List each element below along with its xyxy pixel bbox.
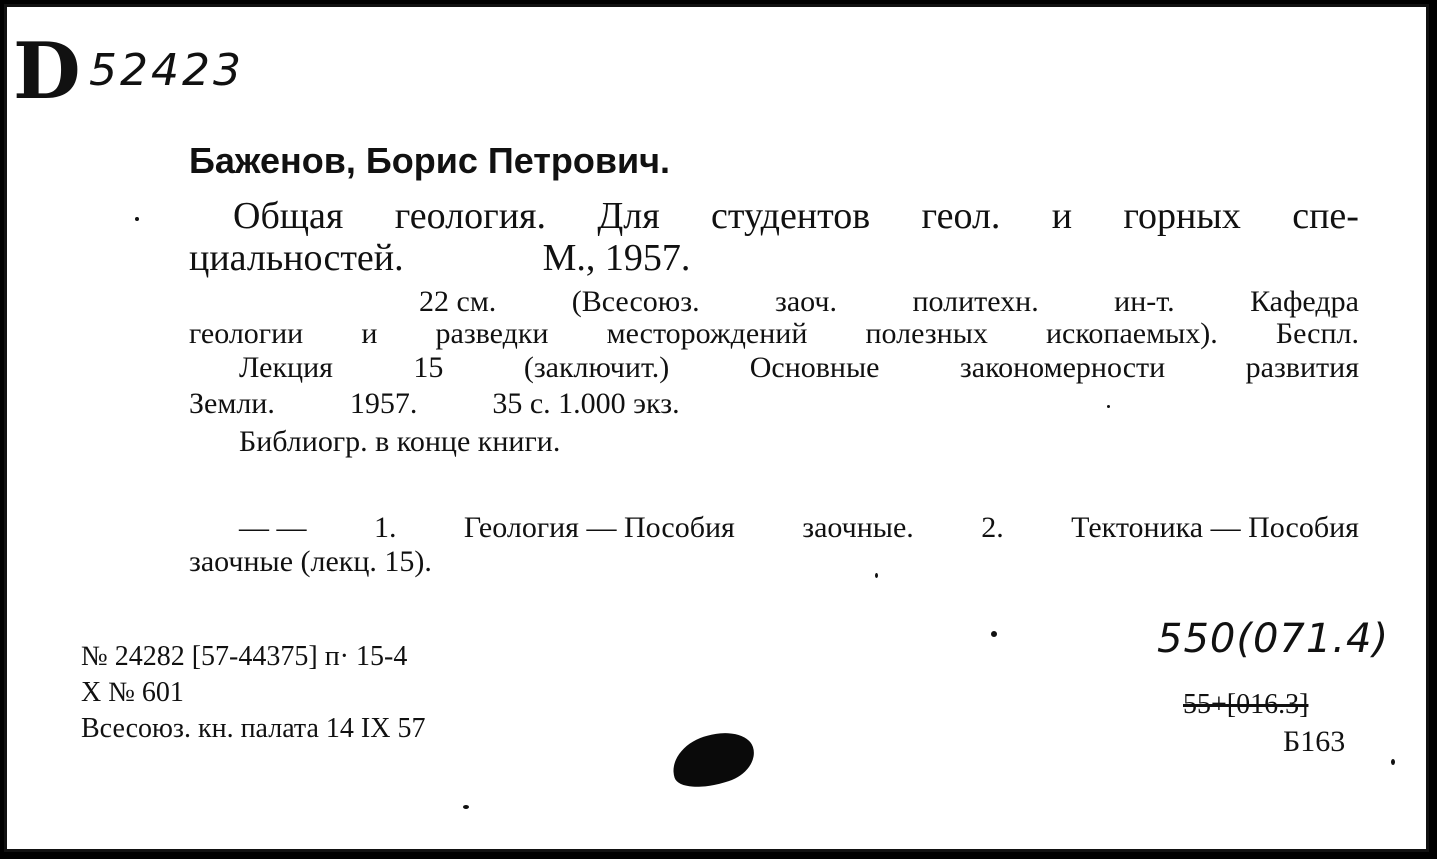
shelf-mark: Б163 xyxy=(1283,725,1346,758)
ink-speck xyxy=(463,805,469,809)
desc-word: Основные xyxy=(749,351,880,384)
desc-word: ископаемых). xyxy=(1045,317,1218,350)
description-line-2 xyxy=(189,319,1359,349)
handwritten-classification: 550(071.4) xyxy=(1157,616,1390,662)
subject-part: Геология — Пособия xyxy=(463,511,735,544)
desc-word: месторождений xyxy=(606,317,808,350)
desc-word: геологии xyxy=(189,317,304,350)
desc-word: Беспл. xyxy=(1275,317,1359,350)
stamp-letter: D xyxy=(13,26,79,117)
title-word: геол. xyxy=(921,195,1001,237)
desc-word: политехн. xyxy=(912,285,1039,318)
title-line-2 xyxy=(189,239,690,277)
title-word: геология. xyxy=(394,195,547,237)
desc-pages-copies: 35 с. 1.000 экз. xyxy=(492,387,680,420)
desc-word: ин-т. xyxy=(1114,285,1175,318)
title-word: и xyxy=(1051,195,1073,237)
desc-word: Земли. xyxy=(189,387,275,420)
title-word: горных xyxy=(1123,195,1241,237)
ink-speck xyxy=(875,573,878,578)
title-continuation: циальностей. xyxy=(189,237,404,279)
subject-part: 1. xyxy=(373,511,397,544)
desc-word: Кафедра xyxy=(1250,285,1359,318)
desc-year: 1957. xyxy=(349,387,418,420)
chamber-imprint: Всесоюз. кн. палата 14 IX 57 xyxy=(81,713,426,744)
subject-part: Тектоника — Пособия xyxy=(1071,511,1359,544)
desc-word: 15 xyxy=(413,351,444,384)
subjects-line-2: заочные (лекц. 15). xyxy=(189,545,432,578)
handwritten-call-number: 52423 xyxy=(89,45,244,96)
subject-part: заочные. xyxy=(802,511,914,544)
desc-word: 22 см. xyxy=(419,285,497,318)
registration-number: № 24282 [57-44375] п· 15-4 xyxy=(81,641,408,672)
desc-word: Лекция xyxy=(239,351,333,384)
struck-classification: 55+[016.3] xyxy=(1183,689,1309,720)
title-word: спе- xyxy=(1292,195,1359,237)
desc-word: развития xyxy=(1245,351,1359,384)
desc-word: полезных xyxy=(865,317,988,350)
author-heading: Баженов, Борис Петрович. xyxy=(189,140,671,181)
publication-place-year: М., 1957. xyxy=(542,237,691,279)
print-order-number: Х № 601 xyxy=(81,677,184,708)
title-word: Общая xyxy=(233,195,344,237)
description-line-4 xyxy=(189,389,680,419)
desc-word: разведки xyxy=(435,317,549,350)
ink-speck xyxy=(135,217,139,221)
subjects-line-1 xyxy=(239,513,1359,543)
desc-word: заоч. xyxy=(775,285,837,318)
ink-speck xyxy=(1107,405,1110,408)
subject-part: — — xyxy=(239,511,307,544)
ink-blot xyxy=(665,723,760,797)
title-word: Для xyxy=(597,195,660,237)
ink-speck xyxy=(1391,759,1395,765)
bibliography-note: Библиогр. в конце книги. xyxy=(239,425,561,458)
catalog-card xyxy=(4,4,1429,852)
desc-word: (Всесоюз. xyxy=(571,285,700,318)
desc-word: закономерности xyxy=(959,351,1166,384)
title-word: студентов xyxy=(711,195,871,237)
title-line-1 xyxy=(233,197,1359,235)
description-line-1 xyxy=(419,287,1359,317)
desc-word: (заключит.) xyxy=(523,351,670,384)
subject-part: 2. xyxy=(981,511,1004,544)
description-line-3 xyxy=(239,353,1359,383)
ink-speck xyxy=(991,631,997,637)
desc-word: и xyxy=(361,317,378,350)
